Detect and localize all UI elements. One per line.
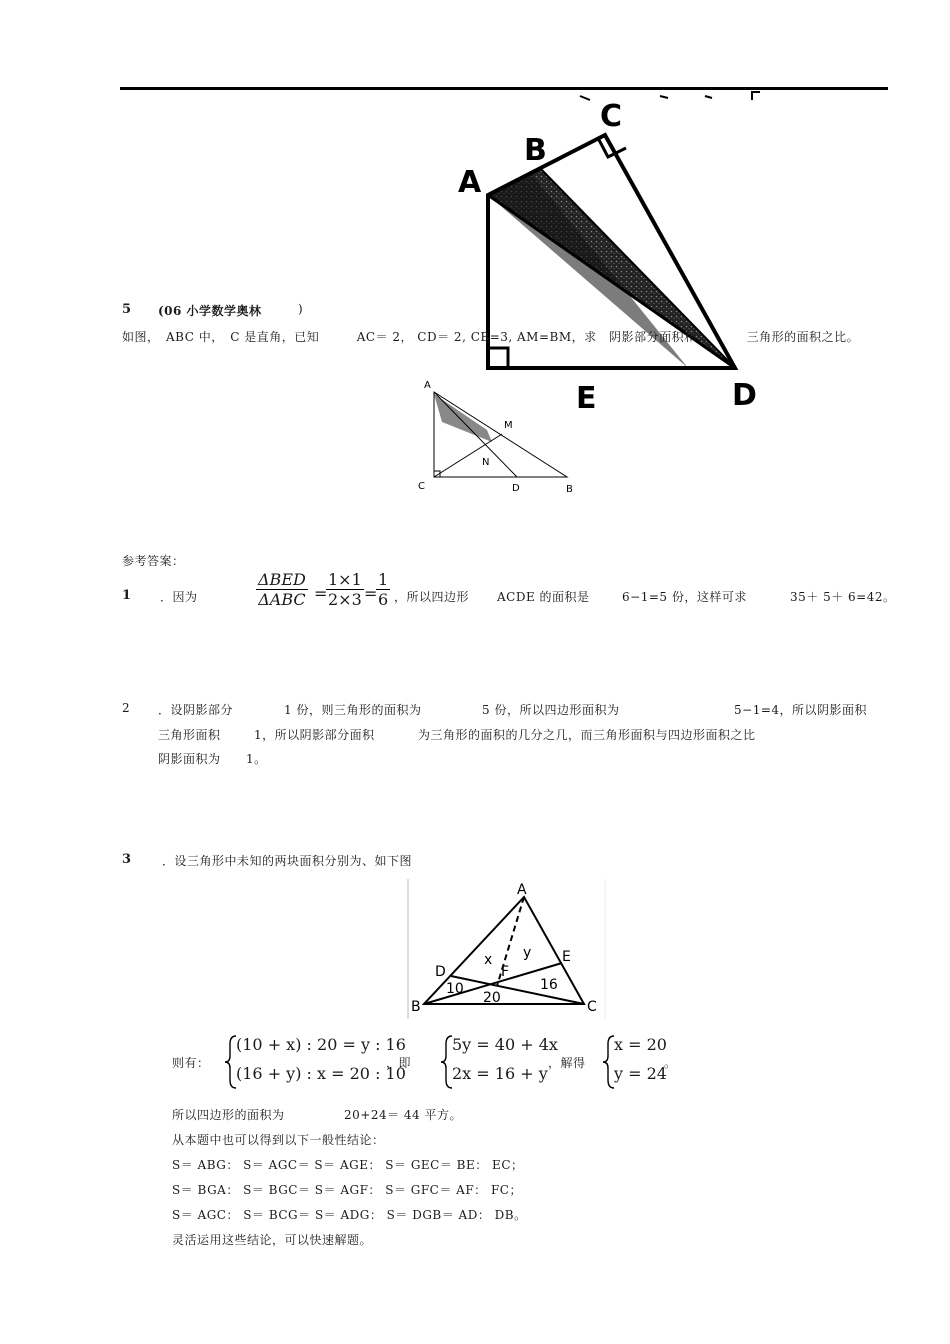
area-10: 10 [446,981,464,997]
conclusion-tip: 灵活运用这些结论，可以快速解题。 [172,1233,373,1247]
figure-quadrilateral [440,90,770,420]
answer-2-number: 2 [122,701,131,715]
answer-3-text: ．设三角形中未知的两块面积分别为、如下图 [162,854,413,868]
label-e: E [576,381,597,416]
label-e-3: E [562,949,571,965]
label-x: x [484,952,493,968]
label-b-3: B [411,999,421,1015]
answer-2-line2b: 1，所以阴影部分面积 [254,728,375,742]
label-a-3: A [517,882,527,898]
system-mid2: ，解得 [548,1056,599,1070]
label-c-3: C [587,999,597,1015]
fraction-denominator: ΔABC [258,590,306,609]
area-16: 16 [540,977,558,993]
problem-5-number: 5 [122,302,132,317]
equation-1b: (16 + y) : x = 20 : 10 [236,1064,406,1083]
answer-1-calc1: 6−1=5 份，这样可求 [622,590,760,604]
conclusion-3: S＝ AGC： S＝ BCG＝ S＝ ADG： S＝ DGB＝ AD： DB。 [172,1208,527,1222]
conclusion-intro: 从本题中也可以得到以下一般性结论： [172,1133,385,1147]
label-c: C [600,99,623,134]
label-f-3: F [501,964,510,980]
answer-2-line1d: 5−1=4，所以阴影面积 [734,703,868,717]
equals-sign: = [314,584,328,603]
equation-2b: 2x = 16 + y [452,1064,548,1083]
answer-2-line1a: ．设阴影部分 [158,703,259,717]
system-mid: ，即 [386,1056,424,1070]
answer-2-line1c: 5 份，所以四边形面积为 [482,703,670,717]
solution-y: y = 24 [614,1064,667,1083]
answer-2-line2a: 三角形面积 [158,728,221,742]
answer-3-number: 3 [122,852,132,867]
solution-x: x = 20 [614,1035,667,1054]
problem-5-head: (06 小学数学奥林 [158,304,262,318]
conclusion-2: S＝ BGA： S＝ BGC＝ S＝ AGF： S＝ GFC＝ AF： FC； [172,1183,522,1197]
fraction-denominator: 6 [378,590,389,609]
system-end: 。 [664,1056,677,1070]
segment-ad [434,392,517,477]
label-b: B [524,133,547,168]
fig-mark [580,96,590,100]
label-d-small: D [512,483,520,494]
answer-1-pre: ．因为 [160,590,236,604]
figure-right-triangle [412,372,582,497]
answers-title: 参考答案： [122,554,185,568]
answer-2-line3b: 1。 [246,752,267,766]
label-a-small: A [424,380,431,391]
equation-2a: 5y = 40 + 4x [452,1035,558,1054]
fraction-numerator: ΔBED [258,570,306,589]
label-d-3: D [435,964,446,980]
label-d: D [732,378,757,413]
answer-1-number: 1 [122,588,132,603]
answer-1-calc2: 35＋ 5＋ 6=42。 [790,590,896,604]
label-a: A [458,165,482,200]
label-y: y [523,945,532,961]
problem-5-head-close: ) [298,302,304,316]
area-20: 20 [483,990,501,1006]
conclusion-1: S＝ ABG： S＝ AGC＝ S＝ AGE： S＝ GEC＝ BE： EC； [172,1158,524,1172]
result-line-b: 20+24＝ 44 平方。 [344,1108,462,1122]
fraction-numerator: 1 [378,570,389,589]
answer-1-acde: ACDE 的面积是 [497,590,603,604]
result-line-a: 所以四边形的面积为 [172,1108,285,1122]
fraction-product [326,570,364,609]
right-angle-e [488,348,508,368]
fraction-one-sixth [376,570,390,609]
problem-5-text: 如图， ABC 中， C 是直角，已知 AC＝ 2， CD＝ 2, CB=3, AM=BM，求 阴影部分面积和 三角形的面积之比。 [122,330,860,344]
label-n-small: N [482,457,490,468]
equation-1a: (10 + x) : 20 = y : 16 [236,1035,406,1054]
fraction-numerator: 1×1 [328,570,362,589]
fraction-area-ratio [256,570,308,609]
label-m-small: M [504,420,513,431]
answer-2-line1b: 1 份，则三角形的面积为 [284,703,434,717]
fig-mark [752,92,760,100]
figure-triangle-cevians [407,879,607,1019]
fig-mark [660,96,668,98]
answer-2-line2c: 为三角形的面积的几分之几，而三角形面积与四边形面积之比 [418,728,756,742]
answer-1-mid: ，所以四边形 [394,590,507,604]
equals-sign: = [364,584,378,603]
fig-mark [705,96,712,98]
fraction-denominator: 2×3 [328,590,362,609]
segment-cm [434,434,502,477]
label-c-small: C [418,481,425,492]
label-b-small: B [566,484,573,495]
system-label: 则有： [172,1056,210,1070]
answer-2-line3a: 阴影面积为 [158,752,221,766]
